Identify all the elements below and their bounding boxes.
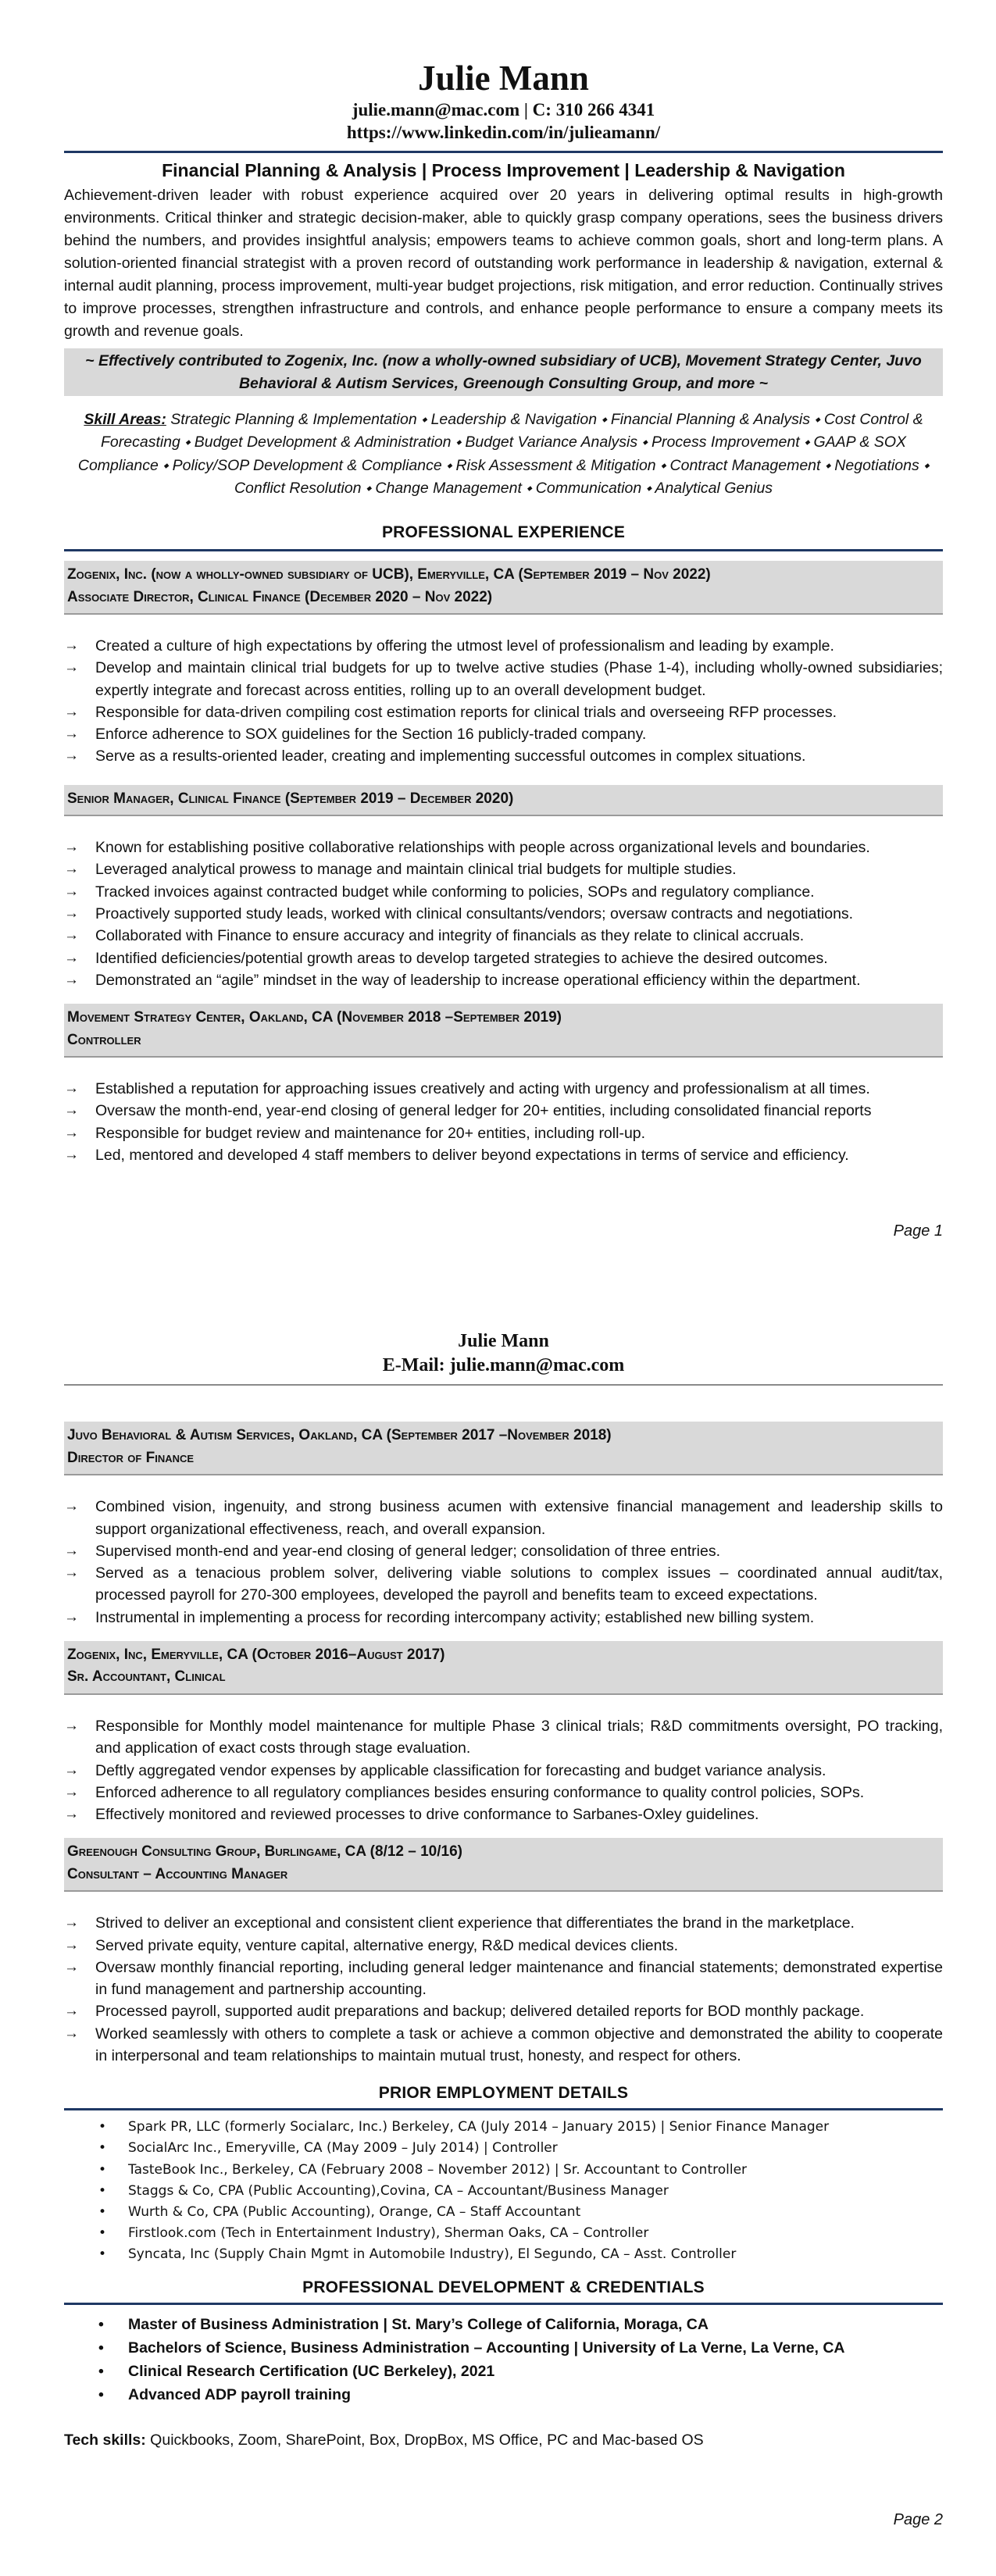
job-header [64,785,943,817]
arrow-icon: → [64,1146,79,1163]
section-title-prior-employment: PRIOR EMPLOYMENT DETAILS [378,2084,629,2103]
list-item: → Oversaw monthly financial reporting, including general ledger maintenance and financial statements; demonstrated expertise in fund management and partnership accounting. [64,1957,943,2001]
list-item: → Known for establishing positive collaborative relationships with people across organizational levels and boundaries. [64,837,943,858]
job-title: Sr. Accountant, Clinical [67,1668,226,1686]
arrow-icon: → [64,949,79,966]
job-company: Zogenix, Inc, Emeryville, CA (October 2016–August 2017) [67,1646,445,1663]
list-item: • Wurth & Co, CPA (Public Accounting), Orange, CA – Staff Accountant [98,2202,943,2223]
list-item: → Served as a tenacious problem solver, delivering viable solutions to complex issues – coordinated annual audit/tax, processed payroll for 270-300 employees, developed the payroll and benefits team to exceed expectations. [64,1562,943,1607]
job-company: Zogenix, Inc. (now a wholly-owned subsidiary of UCB), Emeryville, CA (September 2019 – Nov 2022) [67,566,711,583]
arrow-icon: → [64,861,79,878]
list-item: → Enforce adherence to SOX guidelines for the Section 16 publicly-traded company. [64,723,943,745]
arrow-icon: → [64,1542,79,1559]
job-bullets [64,635,943,768]
credentials-list [98,2313,943,2407]
section-divider [64,2303,943,2305]
job-bullets [64,1912,943,2067]
job-title: Associate Director, Clinical Finance (December 2020 – Nov 2022) [67,588,493,605]
arrow-icon: → [64,2025,79,2042]
job-header [64,561,943,615]
job-bullets [64,1715,943,1825]
job-header [64,1422,943,1475]
list-item: → Served private equity, venture capital, alternative energy, R&D medical devices clients. [64,1935,943,1957]
list-item: → Combined vision, ingenuity, and strong business acumen with extensive financial management and leadership skills to support organizational effectiveness, reach, and overall expansion. [64,1496,943,1540]
job-header [64,1641,943,1695]
tech-skills-label: Tech skills: [64,2431,146,2449]
arrow-icon: → [64,927,79,944]
tech-skills-text: Quickbooks, Zoom, SharePoint, Box, DropBox, MS Office, PC and Mac-based OS [145,2431,704,2449]
section-title-development: PROFESSIONAL DEVELOPMENT & CREDENTIALS [302,2278,705,2296]
list-item: → Collaborated with Finance to ensure accuracy and integrity of financials as they relate to clinical accruals. [64,925,943,947]
job-company: Juvo Behavioral & Autism Services, Oakland, CA (September 2017 –November 2018) [67,1427,612,1444]
list-item: • Bachelors of Science, Business Administration – Accounting | University of La Verne, La Verne, CA [98,2336,943,2360]
job-title: Director of Finance [67,1449,195,1466]
arrow-icon: → [64,1914,79,1932]
header-divider [64,151,943,153]
list-item: → Supervised month-end and year-end closing of general ledger; consolidation of three entries. [64,1540,943,1562]
job-header [64,1004,943,1058]
job-header [64,1838,943,1892]
arrow-icon: → [64,637,79,655]
list-item: → Effectively monitored and reviewed processes to drive conformance to Sarbanes-Oxley guidelines. [64,1804,943,1825]
list-item: → Responsible for budget review and maintenance for 20+ entities, including roll-up. [64,1122,943,1144]
linkedin-link[interactable]: https://www.linkedin.com/in/julieamann/ [346,123,661,143]
arrow-icon: → [64,1958,79,1975]
list-item: • SocialArc Inc., Emeryville, CA (May 2009 – July 2014) | Controller [98,2138,943,2159]
list-item: • TasteBook Inc., Berkeley, CA (February 2008 – November 2012) | Sr. Accountant to Controller [98,2160,943,2181]
list-item: • Spark PR, LLC (formerly Socialarc, Inc.) Berkeley, CA (July 2014 – January 2015) | Senior Finance Manager [98,2117,943,2138]
list-item: → Processed payroll, supported audit preparations and backup; delivered detailed reports for BOD monthly package. [64,2000,943,2022]
headline: Financial Planning & Analysis | Process Improvement | Leadership & Navigation [162,160,845,181]
arrow-icon: → [64,1608,79,1625]
arrow-icon: → [64,1080,79,1097]
list-item: • Clinical Research Certification (UC Berkeley), 2021 [98,2360,943,2383]
contribution-highlight: ~ Effectively contributed to Zogenix, Inc. (now a wholly-owned subsidiary of UCB), Movement Strategy Center, Juvo Behavioral & Autism Services, Greenough Consulting Group, and more ~ [64,348,943,396]
page-number: Page 1 [893,1222,943,1240]
list-item: → Tracked invoices against contracted budget while conforming to policies, SOPs and regulatory compliance. [64,881,943,903]
arrow-icon: → [64,1124,79,1141]
list-item: • Master of Business Administration | St. Mary’s College of California, Moraga, CA [98,2313,943,2336]
arrow-icon: → [64,1936,79,1953]
arrow-icon: → [64,726,79,743]
tech-skills [64,2429,943,2452]
job-bullets [64,1078,943,1166]
arrow-icon: → [64,839,79,856]
skill-areas-label: Skill Areas: [84,411,166,429]
list-item: → Strived to deliver an exceptional and consistent client experience that differentiates the brand in the marketplace. [64,1912,943,1934]
list-item: → Demonstrated an “agile” mindset in the way of leadership to increase operational efficiency within the department. [64,969,943,991]
arrow-icon: → [64,747,79,765]
arrow-icon: → [64,1806,79,1823]
list-item: → Enforced adherence to all regulatory compliances besides ensuring conformance to quality control policies, SOPs. [64,1782,943,1804]
list-item: → Responsible for data-driven compiling cost estimation reports for clinical trials and overseeing RFP processes. [64,701,943,723]
list-item: → Worked seamlessly with others to complete a task or achieve a common objective and demonstrated the ability to cooperate in interpersonal and team relationships to maintain mutual trust, honesty, and respect for others. [64,2023,943,2068]
page-2-name: Julie Mann [458,1331,549,1351]
arrow-icon: → [64,1783,79,1800]
arrow-icon: → [64,1565,79,1582]
list-item: → Deftly aggregated vendor expenses by applicable classification for forecasting and budget variance analysis. [64,1760,943,1782]
list-item: → Develop and maintain clinical trial budgets for up to twelve active studies (Phase 1-4), including wholly-owned subsidiaries; expertly integrate and forecast across entities, rolling up to an overall development budget. [64,657,943,701]
arrow-icon: → [64,883,79,900]
arrow-icon: → [64,1717,79,1734]
contact-line: julie.mann@mac.com | C: 310 266 4341 [352,99,655,120]
summary-paragraph: Achievement-driven leader with robust experience acquired over 20 years in delivering optimal results in high-growth environments. Critical thinker and strategic decision-maker, able to quickly grasp company operations, sees the business drivers behind the numbers, and provides insightful analysis; empowers teams to achieve common goals, short and long-term plans. A solution-oriented financial strategist with a proven record of outstanding work performance in leadership & navigation, external & internal audit planning, process improvement, multi-year budget projections, risk mitigation, and error reduction. Continually strives to improve processes, strengthen infrastructure and controls, and enhance people performance to ensure a company meets its growth and revenue goals. [64,187,943,340]
arrow-icon: → [64,703,79,720]
list-item: → Leveraged analytical prowess to manage and maintain clinical trial budgets for multiple studies. [64,858,943,880]
candidate-name: Julie Mann [418,59,589,98]
section-divider [64,549,943,551]
arrow-icon: → [64,1498,79,1515]
page-1-content [64,59,943,1166]
section-divider [64,2108,943,2110]
page-number: Page 2 [893,2511,943,2528]
arrow-icon: → [64,1761,79,1779]
job-title: Controller [67,1031,141,1048]
arrow-icon: → [64,971,79,988]
arrow-icon: → [64,2003,79,2020]
job-company: Greenough Consulting Group, Burlingame, CA (8/12 – 10/16) [67,1843,462,1861]
page-2-content [64,1329,943,2451]
arrow-icon: → [64,904,79,922]
arrow-icon: → [64,659,79,676]
list-item: • Staggs & Co, CPA (Public Accounting),Covina, CA – Accountant/Business Manager [98,2181,943,2202]
list-item: → Serve as a results-oriented leader, creating and implementing successful outcomes in complex situations. [64,745,943,767]
list-item: • Firstlook.com (Tech in Entertainment Industry), Sherman Oaks, CA – Controller [98,2223,943,2244]
job-bullets [64,1496,943,1629]
prior-employment-list [98,2117,943,2265]
list-item: → Identified deficiencies/potential growth areas to develop targeted strategies to achieve the desired outcomes. [64,947,943,969]
list-item: → Created a culture of high expectations by offering the utmost level of professionalism and leading by example. [64,635,943,657]
list-item: → Oversaw the month-end, year-end closing of general ledger for 20+ entities, including consolidated financial reports [64,1100,943,1122]
job-title: Senior Manager, Clinical Finance (September 2019 – December 2020) [67,790,514,807]
job-title: Consultant – Accounting Manager [67,1865,288,1882]
list-item: → Responsible for Monthly model maintenance for multiple Phase 3 clinical trials; R&D commitments oversight, PO tracking, and application of exact costs through stage evaluation. [64,1715,943,1760]
list-item: • Syncata, Inc (Supply Chain Mgmt in Automobile Industry), El Segundo, CA – Asst. Controller [98,2244,943,2265]
page-2-email: E-Mail: julie.mann@mac.com [382,1355,625,1376]
page-2 [0,1289,996,2576]
list-item: • Advanced ADP payroll training [98,2383,943,2407]
section-title-experience: PROFESSIONAL EXPERIENCE [381,523,626,542]
list-item: → Led, mentored and developed 4 staff members to deliver beyond expectations in terms of service and efficiency. [64,1144,943,1166]
job-company: Movement Strategy Center, Oakland, CA (November 2018 –September 2019) [67,1009,562,1026]
list-item: → Instrumental in implementing a process for recording intercompany activity; established new billing system. [64,1607,943,1629]
skill-areas [64,409,943,500]
skill-areas-text: Strategic Planning & Implementation ⬩ Leadership & Navigation ⬩ Financial Planning & Analysis ⬩ Cost Control & Forecasting ⬩ Budget Development & Administration ⬩ Budget Variance Analysis ⬩ Process Improvement ⬩ GAAP & SOX Compliance ⬩ Policy/SOP Development & Compliance ⬩ Risk Assessment & Mitigation ⬩ Contract Management ⬩ Negotiations ⬩ Conflict Resolution ⬩ Change Management ⬩ Communication ⬩ Analytical Genius [77,411,930,497]
page-2-header-divider [64,1384,943,1386]
list-item: → Proactively supported study leads, worked with clinical consultants/vendors; oversaw contracts and negotiations. [64,903,943,925]
arrow-icon: → [64,1102,79,1119]
list-item: → Established a reputation for approaching issues creatively and acting with urgency and professionalism at all times. [64,1078,943,1100]
job-bullets [64,837,943,991]
